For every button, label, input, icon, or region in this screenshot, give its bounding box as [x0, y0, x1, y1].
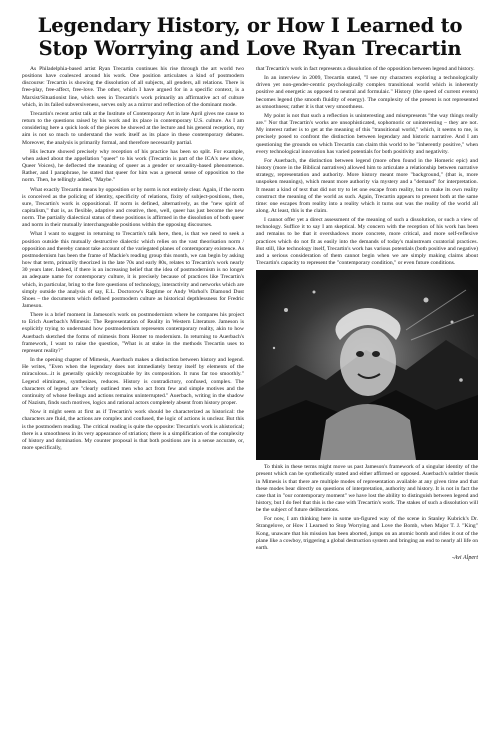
article-paragraph: For Auerbach, the distinction between legend (more often found in the Homeric epic) and history (more in the Biblical narratives) allowed him to articulate a relationship between narrative strategy, representation and authority. More history meant more "background," (that is, more unspoken meanings), which meant more authority via mystery and a "demand" for interpretation. It meant a kind of text that did not try to let one escape from reality, but to make its own reality construct the meaning of the world as such. Again, Trecartin appears to present both at the same time: one escapes from reality into a reality which it turns out was the reality of the world all along. At least, this is the claim. [256, 157, 478, 214]
article-paragraph: Trecartin's recent artist talk at the Institute of Contemporary Art in late April gives me cause to return to the questions raised by his work and its place in contemporary U.S. culture. As I am considering here a quick look of the pieces he showed at the lecture and his general reception, my aim is not so much to understand the work itself as its place in these contemporary debates. Moreover, the analysis is primarily formal, and therefore necessarily partial. [22, 110, 244, 146]
article-title-line-2: Stop Worrying and Love Ryan Trecartin [38, 37, 462, 60]
article-paragraph: What exactly Trecartin means by opposition or by norm is not entirely clear. Again, if the norm is conceived as the policing of identity, specificity of relations, fixity of subject-positions, then, sure, Trecartin's work is oppositional. If norm is defined, alternatively, as the "new spirit of capitalism," that is, as flexible, adaptive and creative, then, well, queer has just become the new norm. The partially dialectical status of these positions is affirmed in the dissolution of both queer and norm in their mutually interchangeable positions within the opposing discourses. [22, 186, 244, 229]
ryan-trecartin-video-still-image [256, 270, 478, 460]
right-column-top-text [256, 66, 478, 267]
article-paragraph: In the opening chapter of Mimesis, Auerbach makes a distinction between history and legend. He writes, "Even when the legendary does not immediately betray itself by elements of the miraculous...it is generally quickly recognizable by its composition. It runs far too smoothly." Legend eliminates, synthesizes, reduces. History is contradictory, confused, complex. The characters of legend are "clearly outlined men who act from few and simple motives and the continuity of whose feelings and actions remains uninterrupted." Auerbach, writing in the shadow of Nazism, finds such motives, logics and rational actors completely absent from history proper. [22, 357, 244, 407]
author-signature: -Avi Alpert [451, 555, 478, 562]
article-paragraph: I cannot offer yet a direct assessment of the meaning of such a dissolution, or such a view of technology. Suffice it to say I am skeptical. My concern with the reception of his work has been and remains to be that it overshadows more concrete, more critical, and more self-reflexive practices which do not fit as easily into the demands of today's mainstream curatorial practices. But still, like technology itself, Trecartin's work has various potentials (both positive and negative) and a serious consideration of them cannot begin when we are simply making claims about Trecartin's capacity to represent the "contemporary condition," or even future conditions. [256, 217, 478, 267]
article-paragraph: Now it might seem at first as if Trecartin's work should be characterized as historical: the characters are fluid, the actions are complex and confused, the logic of actions is unclear. But this is the postmodern reading. The critical reading is quite the opposite: Trecartin's work is ahistorical; there is a smoothness in its very appearance of striation; there is a simplification of the complexity of history and domination. My counter proposal is that both positions are in a sense accurate, or, more specifically, [22, 409, 244, 451]
left-column [22, 66, 244, 726]
article-title [22, 14, 478, 60]
article-paragraph: To think in these terms might move us past Jameson's framework of a singular identity of the present which can be synthetically stated and either affirmed or opposed. Auerbach's subtler thesis in Mimesis is that there are multiple modes of representation available at any given time and that these modes bear directly on questions of interpretation, authority and history. It is not in fact the case that in "our contemporary moment" we have lost the ability to distinguish between legend and history, but I do feel that this is the case with Trecartin's work. The stakes of such a dissolution will be the subject of future deliberations. [256, 464, 478, 514]
article-paragraph: What I want to suggest in returning to Trecartin's talk here, then, is that we need to seek a position outside this mutually destructive dialectic which relies on the vast theorisation norm / opposition and thereby cannot take account of the variegated planes of contemporary existence. As postmodernism has been the frame of Mackie's reading group this month, we can begin by asking how that term, primarily theorized in the late 70s and early 80s, relates to Trecartin's work nearly 30 years later. Indeed, if there is an increasing belief that the idea of postmodernism is no longer an adequate name for contemporary culture, it is precisely because of practices like Trecartin's which, in particular, bring to the fore questions of technology, interactivity and networks which are simply outside the analysis of say, E.L. Doctorow's Ragtime or Andy Warhol's Diamond Dust Shoes – the documents which defined postmodern culture as historical depthlessness for Fredric Jameson. [22, 231, 244, 309]
article-body [22, 66, 478, 726]
article-paragraph: My point is not that such a reflection is uninteresting and misrepresents "the way things really are." Nor that Trecartin's works are unsophisticated, sophomoric or uninteresting – they are not. My interest rather is to get at the meaning of this "transitional world," which, it seems to me, is precisely posed to confront the distinction between legendary and historic narrative. And I am questioning the grounds on which Trecartin can claim this world to be "inherently positive," when every technological innovation has varied potentials for both positivity and negativity. [256, 112, 478, 155]
article-paragraph: In an interview in 2009, Trecartin stated, "I see my characters exploring a technologically driven yet non-gender-centric psychologically complex transitional world which is inherently positive and energetic as opposed to neutral and formulaic." History (the speed of current events) becomes legend (the smooth fluidity of energy). The complexity of the present is not represented as smoothness; rather it is that very smoothness. [256, 75, 478, 110]
article-paragraph: that Trecartin's work in fact represents a dissolution of the opposition between legend and history. [256, 66, 475, 72]
article-paragraph: There is a brief moment in Jameson's work on postmodernism where he compares his project to Erich Auerbach's Mimesis: The Representation of Reality in Western Literature. Jameson is explicitly trying to understand how postmodernism represents contemporary reality, akin to how Auerbach sketched the forms of mimesis from Homer to modernism. In returning to Auerbach's framework, I want to raise the question, "What is at stake in the methods Trecartin uses to represent reality?" [22, 312, 244, 354]
article-paragraph: His lecture showed precisely why reception of his practice has been so split. For example, when asked about the appellation "queer" to his work (Trecartin is part of the ICA's new show, Queer Voices), he deflected the meaning of queer as a gender or sexuality-based phenomenon. Rather, and I paraphrase, he stated that queer for him was a general sense of opposition to the norm. Then, he tellingly added, "Maybe." [22, 148, 244, 184]
right-column-bottom-text [256, 464, 478, 552]
article-paragraph: For now, I am thinking here in some un-figured way of the scene in Stanley Kubrick's Dr. Strangelove, or How I Learned to Stop Worrying and Love the Bomb, when Major T. J. "King" Kong, unaware that his mission has been aborted, jumps on an atomic bomb and rides it out of the plane like a cowboy, triggering a global destruction system and bringing an end to nearly all life on earth. [256, 516, 478, 551]
article-title-line-1: Legendary History, or How I Learned to [37, 14, 463, 37]
article-paragraph: As Philadelphia-based artist Ryan Trecartin continues his rise through the art world two positions have coalesced around his work. One position articulates a kind of postmodern discourse: Trecartin is showing the dissolution of all subjects, all genders, all relations. There is free-play, free-affect, free-love. The other, which I have argued for in a specific context, is a Marxist/Situationist line, which sees in Trecartin's work primarily an affirmative act of culture which, in its failed subversiveness, serves only as a mirror and reflection of the dominant mode. [22, 66, 244, 108]
right-column [256, 66, 478, 726]
